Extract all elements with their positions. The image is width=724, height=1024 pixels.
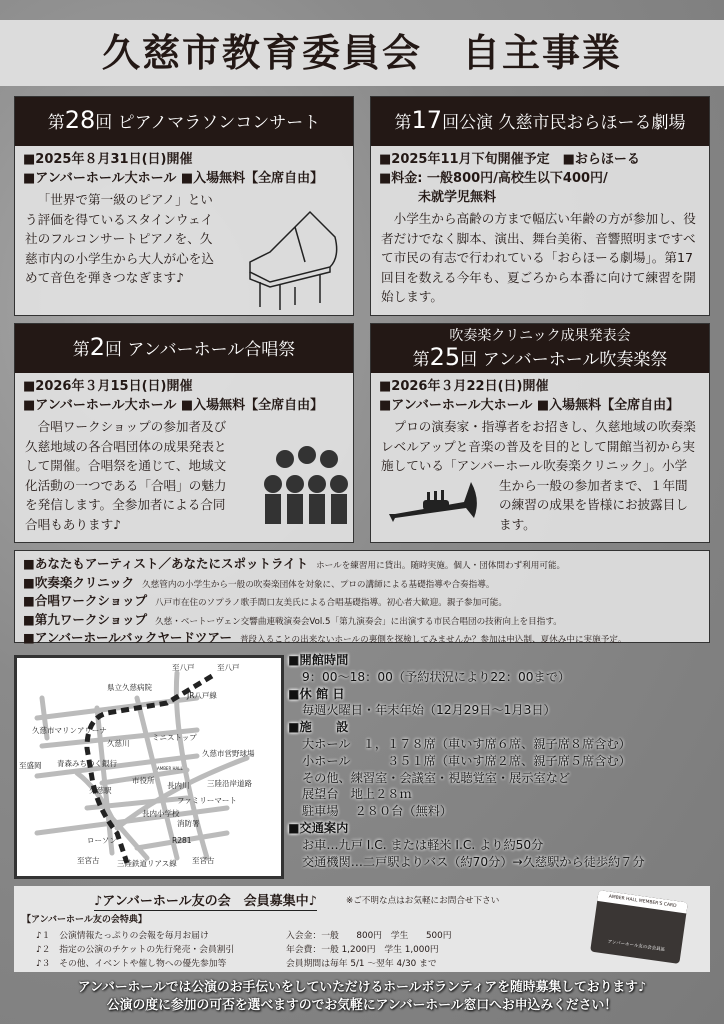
list-item: ■ 第九ワークショップ 久慈・ベートーヴェン交響曲連戦演奏会Vol.5「第九演奏会」に出演する市民合唱団の技術向上を目指す。: [23, 612, 701, 631]
map-label: 至盛岡: [19, 761, 42, 770]
map-label: 久慈川: [107, 739, 130, 748]
event-description: 「世界で第一級のピアノ」という評価を得ているスタインウェイ社のフルコンサートピアノを、久慈市内の小学生から大人が心を込めて音色を弾きつなぎます♪: [25, 192, 214, 285]
event-title: 第28回 ピアノマラソンコンサート: [15, 97, 353, 146]
map-label: 久慈駅: [89, 786, 112, 795]
map-label: 三陸鉄道リアス線: [117, 859, 177, 868]
map-label: 至八戸: [217, 663, 240, 672]
map-label: 消防署: [177, 819, 200, 828]
event-venue: ■ アンバーホール大ホール ■入場無料【全席自由】: [379, 396, 701, 415]
map-label: 市役所: [132, 776, 155, 785]
map-label: 県立久慈病院: [107, 683, 152, 692]
benefit-row: ♪２ 指定の公演のチケットの先行発売・会員割引 年会費：一般 1,200円 学生 1,000円: [36, 945, 439, 955]
list-item: ■ 吹奏楽クリニック 久慈管内の小学生から一般の吹奏楽団体を対象に、プロの講師による基礎指導や合奏指導。: [23, 575, 701, 594]
map-label: ローソン: [87, 836, 117, 845]
event-description: 小学生から高齢の方まで幅広い年齢の方が参加し、役者だけでなく脚本、演出、舞台美術、音響照明まですべて市民の有志で行われている「おらほーる劇場」。第17回目を数える今年も、夏ごろから本番に向けて練習を開始します。: [381, 211, 696, 304]
event-card-theater: [370, 96, 710, 316]
map-label: 長内小学校: [142, 809, 180, 818]
map-label: 至宮古: [77, 856, 100, 865]
program-list: [14, 550, 710, 646]
map-label: AMBER HALL: [157, 766, 183, 771]
membership-box: [14, 886, 710, 972]
list-item: ■ アンバーホールバックヤードツアー 普段入ることの出来ないホールの裏側を探検してみませんか？参加は申込制、夏休み中に実施予定。: [23, 630, 701, 649]
trumpet-illustration: [381, 476, 493, 534]
facility-info: ■ 開館時間 9：00～18：00（予約状況により22：00まで） ■ 休 館 日 毎週火曜日・年末年始（12月29日～1月3日） ■ 施 設 大ホール １，１７８席（車いす席６席、親子席８席含む） 小ホール ３５１席（車いす席２席、親子席５席含む） その他、練習室・会議室・視聴覚室・展示室など 展望台 地上２８ｍ 駐車場 ２８０台（無料） ■ 交通案内 お車…九戸 I.C. または軽米 I.C. より約50分 交通機関…二戸駅よりバス（約70分）→久慈駅から徒歩約７分: [288, 652, 718, 870]
list-item: ■ あなたもアーティスト／あなたにスポットライト ホールを練習用に貸出。随時実施。個人・団体問わず利用可能。: [23, 556, 701, 575]
map-label: ミニストップ: [152, 733, 197, 742]
benefit-row: ♪１ 公演情報たっぷりの会報を毎月お届け 入会金：一般 800円 学生 500円: [36, 931, 452, 941]
benefits-title: 【アンバーホール友の会特典】: [22, 915, 147, 925]
event-title: 吹奏楽クリニック成果発表会 第25回 アンバーホール吹奏楽祭: [371, 324, 709, 373]
map-label: 青森みちのく銀行: [57, 759, 117, 768]
map-label: JR八戸線: [187, 691, 217, 700]
map-label: ファミリーマート: [177, 796, 237, 805]
event-price: ■ 料金: 一般800円/高校生以下400円/: [379, 169, 701, 188]
event-description: 合唱ワークショップの参加者及び久慈地域の各合唱団体の成果発表として開催。合唱祭を通じて、地域文化活動の一つである「合唱」の魅力を発信します。全参加者による合同合唱もあります♪: [25, 419, 227, 532]
member-card-image: AMBER HALL MEMBER'S CARD アンバーホール友の会会員証: [590, 890, 688, 964]
event-venue: ■ アンバーホール大ホール ■入場無料【全席自由】: [23, 169, 345, 188]
choir-illustration: [255, 439, 353, 529]
list-item: ■ 合唱ワークショップ 八戸市在住のソプラノ歌手間口友美氏による合唱基礎指導。初心者大歓迎。親子参加可能。: [23, 593, 701, 612]
event-date: ■ 2025年11月下旬開催予定 ■おらほーる: [379, 150, 701, 169]
event-card-choir: [14, 323, 354, 543]
map-label: 至八戸: [172, 663, 195, 672]
piano-illustration: [240, 207, 350, 317]
event-title: 第2回 アンバーホール合唱祭: [15, 324, 353, 373]
event-description: プロの演奏家・指導者をお招きし、久慈地域の吹奏楽レベルアップと音楽の普及を目的として開館当初から実施している「アンバーホール吹奏楽クリニック」。小学生から一般の参加者まで、１年間の練習の成果を皆様にお披露目します。: [381, 419, 696, 532]
event-venue: ■ アンバーホール大ホール ■入場無料【全席自由】: [23, 396, 345, 415]
map-label: 三陸沿岸道路: [207, 779, 252, 788]
event-description-wrap: [371, 415, 709, 536]
event-date: ■ 2026年３月15日(日)開催: [23, 377, 345, 396]
map-label: R281: [172, 836, 192, 845]
map-label: 久慈市マリンアリーナ: [32, 726, 107, 735]
event-card-piano: [14, 96, 354, 316]
inquiry-note: ※ご不明な点はお気軽にお問合せ下さい: [346, 896, 500, 906]
event-price-note: 未就学児無料: [379, 190, 497, 205]
volunteer-notice: アンバーホールでは公演のお手伝いをしていただけるホールボランティアを随時募集しております♪ 公演の度に参加の可否を選べますのでお気軽にアンバーホール窓口へお申込みください！: [77, 980, 647, 1013]
event-title: 第17回公演 久慈市民おらほーる劇場: [371, 97, 709, 146]
map-label: 至宮古: [192, 856, 215, 865]
benefit-row: ♪３ その他、イベントや催し物への優先参加等 会員期間は毎年 5/1 ～翌年 4/30 まで: [36, 959, 437, 969]
event-date: ■ 2025年８月31日(日)開催: [23, 150, 345, 169]
map-label: 久慈市営野球場: [202, 749, 255, 758]
page-title: 久慈市教育委員会 自主事業: [0, 20, 724, 86]
event-date: ■ 2026年３月22日(日)開催: [379, 377, 701, 396]
membership-title: ♪アンバーホール友の会 会員募集中♪: [94, 890, 317, 911]
map-label: 長内川: [167, 781, 190, 790]
access-map: [14, 655, 284, 879]
event-card-band: [370, 323, 710, 543]
